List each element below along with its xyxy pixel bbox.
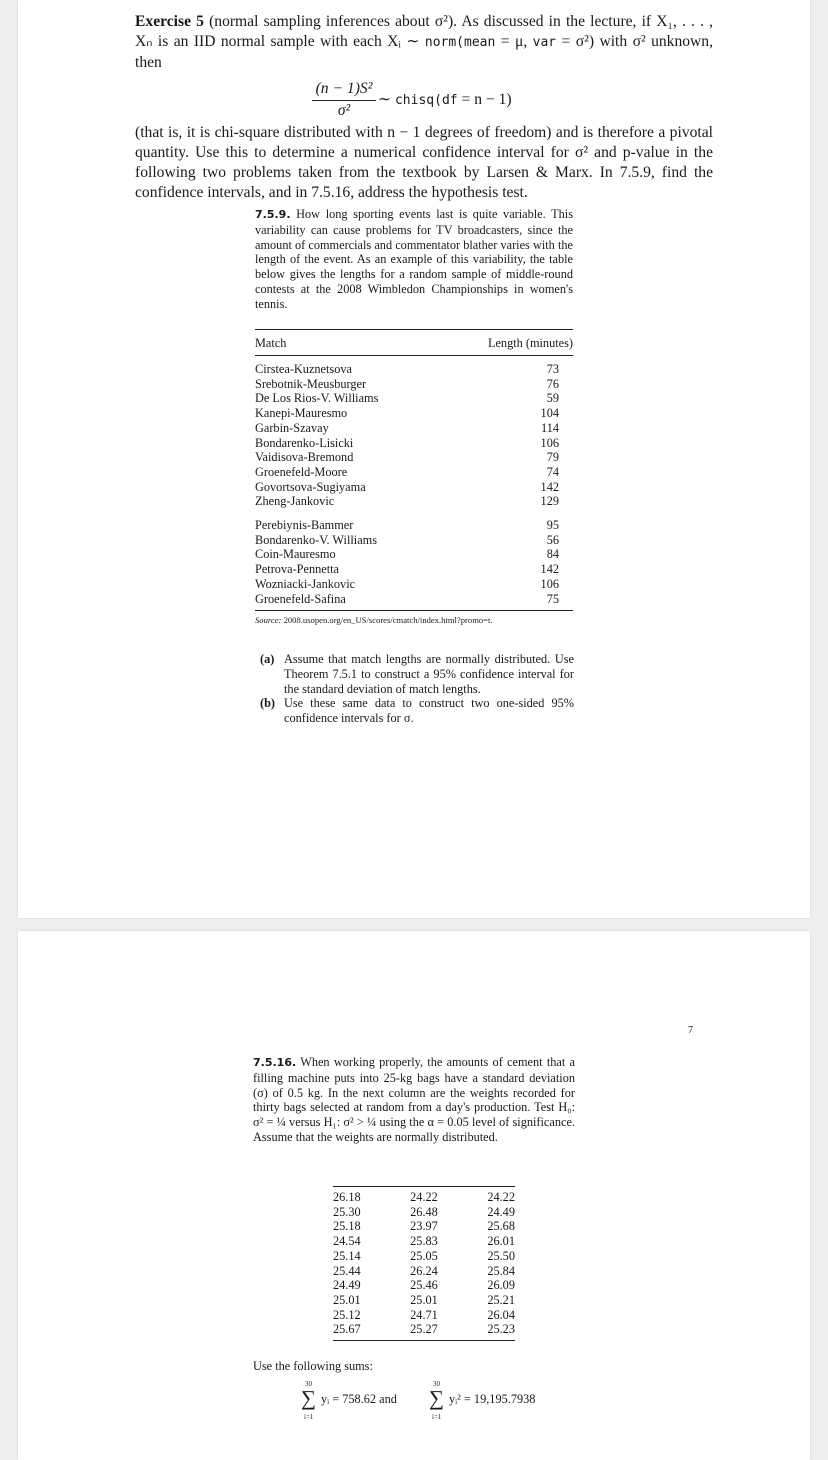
weight-value: 25.01	[410, 1292, 438, 1307]
match-length: 104	[540, 406, 559, 421]
code-var: var	[532, 35, 557, 50]
code-norm-mean: norm(mean	[424, 35, 496, 50]
question-label: (b)	[260, 696, 276, 711]
question-a	[260, 652, 574, 696]
table-row	[255, 494, 573, 509]
table-row	[255, 377, 573, 392]
sum-first: yᵢ = 758.62 and	[321, 1392, 397, 1406]
match-name: Cirstea-Kuznetsova	[255, 362, 352, 376]
match-name: Bondarenko-V. Williams	[255, 532, 378, 547]
sum-upper-limit: 30	[433, 1380, 440, 1388]
weight-value: 24.54	[333, 1234, 361, 1249]
match-length: 142	[540, 479, 559, 494]
source-text: 2008.usopen.org/en_US/scores/cmatch/index.html?promo=t.	[283, 615, 493, 626]
formula-denominator: σ²	[337, 102, 351, 119]
weight-value: 25.84	[487, 1263, 515, 1278]
sums-block	[253, 1359, 593, 1426]
weight-value: 26.18	[333, 1190, 361, 1204]
problem-7-5-16	[253, 1055, 575, 1145]
weight-value: 26.04	[487, 1307, 515, 1322]
exercise-intro	[135, 12, 713, 203]
weights-column-2	[410, 1190, 438, 1337]
sigma-symbol: ∑	[429, 1386, 444, 1410]
weight-value: 26.48	[410, 1204, 438, 1219]
question-label: (a)	[260, 652, 275, 666]
table-row	[255, 450, 573, 465]
exercise-intro-text: (normal sampling inferences about σ²). As discussed in the lecture, if X₁, . . . , Xₙ is an IID normal sample with each Xᵢ ∼	[135, 13, 713, 50]
weight-value: 25.68	[487, 1219, 515, 1234]
weight-value: 25.67	[333, 1322, 361, 1337]
formula-tail: = n − 1)	[461, 91, 512, 108]
formula-distribution	[378, 90, 512, 111]
sum-lower-limit: i=1	[432, 1413, 442, 1421]
weight-value: 25.18	[333, 1219, 361, 1234]
match-length: 75	[546, 591, 559, 606]
problem-text: When working properly, the amounts of cement that a filling machine puts into 25-kg bags have a standard deviation (σ) of 0.5 kg. In the next column are the weights recorded for thirty bags selected at random from a day's production. Test H₀: σ² = ¼ versus H₁: σ² > ¼ using the α = 0.05 level of significance. Assume that the weights are normally distributed.	[253, 1055, 575, 1144]
formula-fraction	[312, 79, 376, 121]
weight-value: 25.46	[410, 1278, 438, 1293]
exercise-after-text: (that is, it is chi-square distributed with n − 1 degrees of freedom) and is therefore a pivotal quantity. Use this to determine a numerical confidence interval for σ² and p-value in the following two problems taken from the textbook by Larsen & Marx. In 7.5.9, find the confidence intervals, and in 7.5.16, address the hypothesis test.	[135, 124, 713, 201]
match-name: Garbin-Szavay	[255, 420, 329, 435]
weights-table	[333, 1186, 515, 1341]
table-row	[255, 421, 573, 436]
weight-value: 24.22	[487, 1190, 515, 1204]
weight-value: 25.27	[410, 1322, 438, 1337]
match-name: Groenefeld-Moore	[255, 464, 348, 479]
match-name: Wozniacki-Jankovic	[255, 576, 356, 591]
weight-value: 26.01	[487, 1234, 515, 1249]
match-length: 95	[546, 518, 559, 533]
exercise-mid1: = μ,	[500, 33, 528, 50]
table-row	[255, 480, 573, 495]
match-length: 106	[540, 435, 559, 450]
match-length: 79	[546, 450, 559, 465]
match-name: Coin-Mauresmo	[255, 547, 336, 562]
table-group-2	[255, 518, 573, 606]
table-row	[255, 465, 573, 480]
table-row	[255, 547, 573, 562]
question-text: Use these same data to construct two one-sided 95% confidence intervals for σ.	[284, 696, 574, 726]
table-row	[255, 577, 573, 592]
formula-tilde: ∼	[378, 91, 392, 108]
match-length: 142	[540, 562, 559, 577]
weight-value: 26.24	[410, 1263, 438, 1278]
table-group-1	[255, 362, 573, 509]
match-name: Kanepi-Mauresmo	[255, 406, 348, 421]
weight-value: 25.30	[333, 1204, 361, 1219]
question-b	[260, 696, 574, 726]
weight-value: 24.49	[333, 1278, 361, 1293]
weight-value: 25.50	[487, 1248, 515, 1263]
table-row	[255, 391, 573, 406]
table-row	[255, 518, 573, 533]
weights-column-1	[333, 1190, 361, 1337]
match-name: Srebotnik-Meusburger	[255, 376, 367, 391]
table-row	[255, 592, 573, 607]
weight-value: 25.23	[487, 1322, 515, 1337]
source-label: Source:	[255, 615, 282, 626]
question-text: Assume that match lengths are normally distributed. Use Theorem 7.5.1 to construct a 95% confidence interval for the standard deviation of match lengths.	[284, 652, 574, 696]
weight-value: 26.09	[487, 1278, 515, 1293]
match-length: 129	[540, 494, 559, 509]
match-length: 59	[546, 391, 559, 406]
document-page-2	[18, 931, 810, 1460]
match-length: 106	[540, 576, 559, 591]
table-row	[255, 533, 573, 548]
sum-second: yᵢ² = 19,195.7938	[449, 1392, 536, 1406]
weight-value: 25.44	[333, 1263, 361, 1278]
match-length: 114	[541, 420, 559, 435]
match-name: Vaidisova-Bremond	[255, 450, 354, 465]
problem-7-5-9	[255, 207, 573, 312]
table-header	[255, 330, 573, 356]
weight-value: 25.05	[410, 1248, 438, 1263]
match-name: Petrova-Pennetta	[255, 562, 340, 577]
sigma-symbol: ∑	[301, 1386, 316, 1410]
problem-number: 7.5.9.	[255, 208, 291, 221]
match-length: 74	[546, 464, 559, 479]
match-name: Bondarenko-Lisicki	[255, 435, 354, 450]
sums-formula	[253, 1380, 593, 1426]
table-row	[255, 406, 573, 421]
weight-value: 25.12	[333, 1307, 361, 1322]
match-name: Govortsova-Sugiyama	[255, 479, 366, 494]
match-name: Groenefeld-Safina	[255, 591, 346, 606]
column-header-match: Match	[255, 336, 287, 350]
column-header-length: Length (minutes)	[487, 336, 573, 350]
match-name: Zheng-Jankovic	[255, 494, 335, 509]
table-row	[255, 362, 573, 377]
match-length: 76	[546, 376, 559, 391]
match-length: 56	[546, 532, 559, 547]
document-page-1	[18, 0, 810, 918]
weight-value: 24.71	[410, 1307, 438, 1322]
match-length-table	[255, 329, 573, 625]
table-source	[255, 610, 573, 625]
sums-intro: Use the following sums:	[253, 1359, 373, 1373]
weight-value: 23.97	[410, 1219, 438, 1234]
pivot-formula	[312, 79, 713, 119]
formula-numerator: (n − 1)S²	[312, 79, 376, 101]
exercise-mid2: = σ²) with σ² unknown, then	[135, 33, 714, 71]
match-name: Perebiynis-Bammer	[255, 518, 354, 533]
exercise-title: Exercise 5	[135, 13, 204, 30]
formula-code: chisq(df	[394, 93, 458, 108]
page-number: 7	[688, 1025, 693, 1036]
weights-column-3	[487, 1190, 515, 1337]
question-list	[260, 652, 574, 726]
match-length: 73	[546, 362, 559, 376]
weight-value: 25.21	[487, 1292, 515, 1307]
weight-value: 25.01	[333, 1292, 361, 1307]
match-length: 84	[546, 547, 559, 562]
match-name: De Los Rios-V. Williams	[255, 391, 379, 406]
table-row	[255, 562, 573, 577]
weight-value: 24.22	[410, 1190, 438, 1204]
weight-value: 25.14	[333, 1248, 361, 1263]
problem-number: 7.5.16.	[253, 1056, 297, 1069]
sum-upper-limit: 30	[305, 1380, 312, 1388]
weight-value: 25.83	[410, 1234, 438, 1249]
weight-value: 24.49	[487, 1204, 515, 1219]
table-row	[255, 436, 573, 451]
sum-lower-limit: i=1	[304, 1413, 314, 1421]
problem-text: How long sporting events last is quite variable. This variability can cause problems for TV broadcasters, since the amount of commercials and commentator blather varies with the length of the event. As an example of this variability, the table below gives the lengths for a random sample of middle-round contests at the 2008 Wimbledon Championships in women's tennis.	[255, 207, 574, 311]
